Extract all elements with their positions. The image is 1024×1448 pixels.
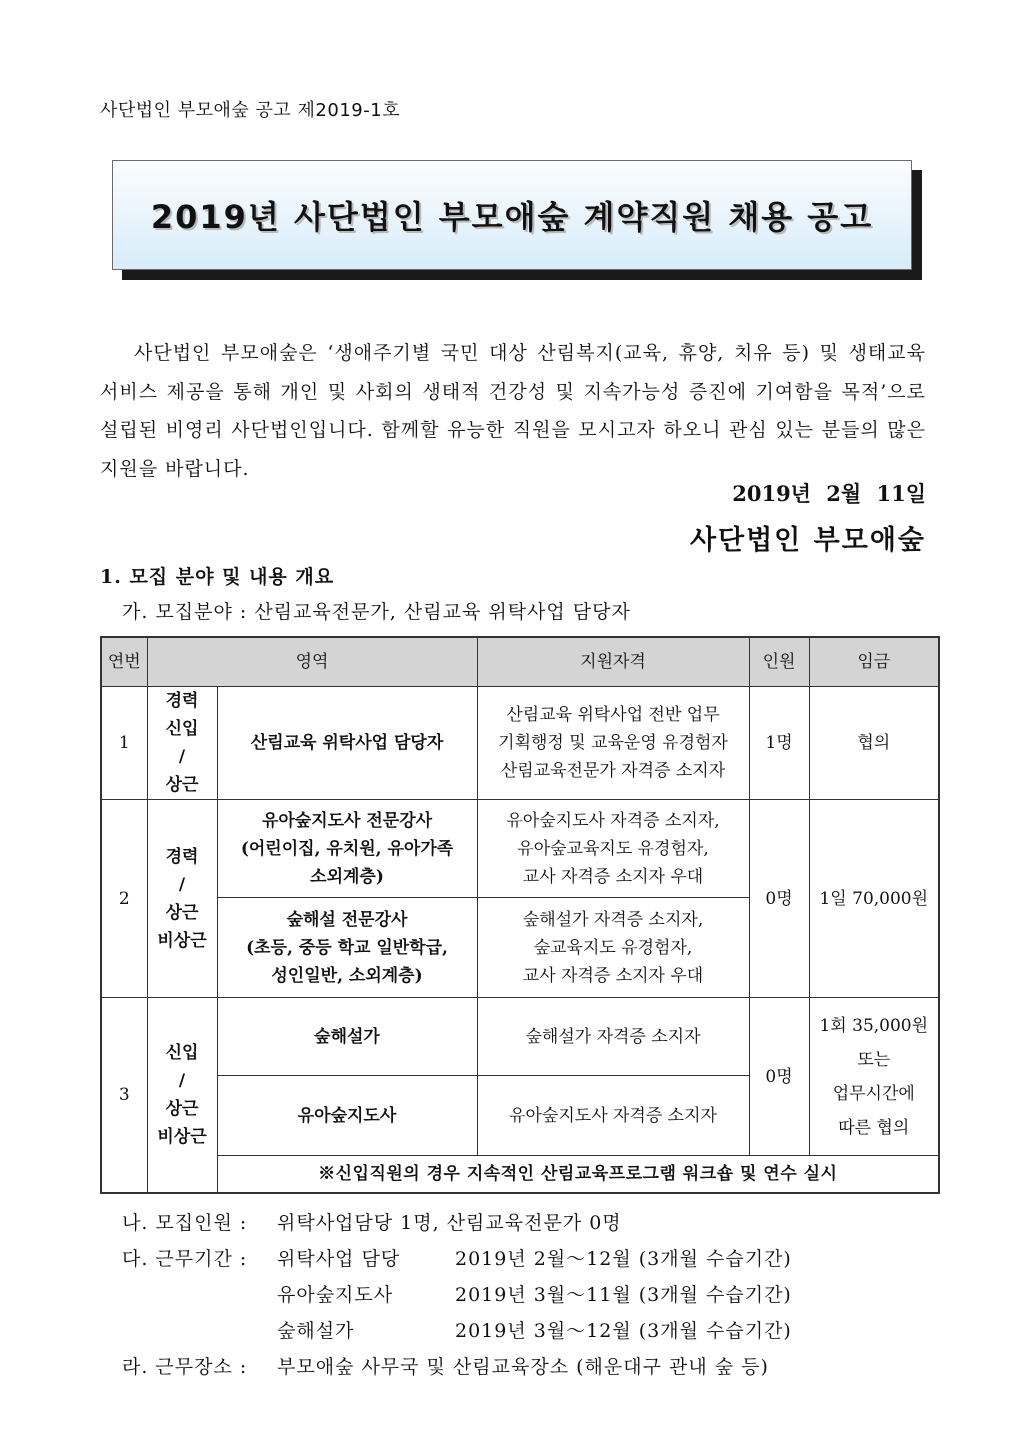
title-banner-box xyxy=(112,160,912,270)
notice-number: 사단법인 부모애숲 공고 제2019-1호 xyxy=(100,100,401,121)
header-qualification: 지원자격 xyxy=(477,637,749,687)
qualification-cell: 숲해설가 자격증 소지자, 숲교육지도 유경험자, 교사 자격증 소지자 우대 xyxy=(477,898,749,998)
section-1-title: 1. 모집 분야 및 내용 개요 xyxy=(100,566,335,588)
notice-date: 2019년 2월 11일 xyxy=(732,481,926,506)
row-number: 2 xyxy=(101,800,147,998)
work-period-role: 위탁사업 담당 xyxy=(277,1248,401,1270)
header-count: 인원 xyxy=(749,637,809,687)
recruit-count-value: 위탁사업담당 1명, 산림교육전문가 0명 xyxy=(277,1212,622,1234)
pay-cell: 협의 xyxy=(809,687,939,800)
recruit-count-label: 나. 모집인원 : xyxy=(122,1212,248,1234)
work-period-role: 유아숲지도사 xyxy=(277,1284,394,1306)
qualification-cell: 유아숲지도사 자격증 소지자 xyxy=(477,1076,749,1156)
organization-name: 사단법인 부모애숲 xyxy=(689,525,926,556)
qualification-cell: 산림교육 위탁사업 전반 업무 기획행정 및 교육운영 유경험자 산림교육전문가 자격증 소지자 xyxy=(477,687,749,800)
header-pay: 임금 xyxy=(809,637,939,687)
intro-paragraph: 사단법인 부모애숲은 ‘생애주기별 국민 대상 산림복지(교육, 휴양, 치유 등) 및 생태교육 서비스 제공을 통해 개인 및 사회의 생태적 건강성 및 지속가능성 증진에 기여함을 목적’으로 설립된 비영리 사단법인입니다. 함께할 유능한 직원을 모시고자 하오니 관심 있는 분들의 많은 지원을 바랍니다. xyxy=(100,342,926,480)
table-row xyxy=(101,1156,939,1194)
table-row xyxy=(101,687,939,800)
work-period-line xyxy=(122,1244,792,1271)
pay-cell: 1일 70,000원 xyxy=(809,800,939,998)
table-note: ※신입직원의 경우 지속적인 산림교육프로그램 워크숍 및 연수 실시 xyxy=(217,1156,939,1194)
work-period-range: 2019년 3월～12월 (3개월 수습기간) xyxy=(455,1320,792,1342)
work-place-value: 부모애숲 사무국 및 산림교육장소 (해운대구 관내 숲 등) xyxy=(277,1356,769,1378)
work-place-line xyxy=(122,1352,769,1379)
work-period-range: 2019년 3월～11월 (3개월 수습기간) xyxy=(455,1284,792,1306)
table-header-row xyxy=(101,637,939,687)
area-cell: 산림교육 위탁사업 담당자 xyxy=(217,687,477,800)
work-period-role: 숲해설가 xyxy=(277,1320,355,1342)
work-period-range: 2019년 2월～12월 (3개월 수습기간) xyxy=(455,1248,792,1270)
title-banner xyxy=(112,160,912,270)
recruit-table xyxy=(100,636,940,1194)
qualification-cell: 유아숲지도사 자격증 소지자, 유아숲교육지도 유경험자, 교사 자격증 소지자 우대 xyxy=(477,800,749,898)
row-number: 1 xyxy=(101,687,147,800)
row-number: 3 xyxy=(101,998,147,1194)
employment-type: 경력 / 상근 비상근 xyxy=(147,800,217,998)
page-title: 2019년 사단법인 부모애숲 계약직원 채용 공고 xyxy=(150,198,874,236)
area-cell: 숲해설가 xyxy=(217,998,477,1076)
header-area: 영역 xyxy=(147,637,477,687)
count-cell: 0명 xyxy=(749,998,809,1156)
count-cell: 1명 xyxy=(749,687,809,800)
recruit-count-line xyxy=(122,1208,622,1235)
area-cell: 유아숲지도사 전문강사 (어린이집, 유치원, 유아가족 소외계층) xyxy=(217,800,477,898)
pay-cell: 1회 35,000원 또는 업무시간에 따른 협의 xyxy=(809,998,939,1156)
table-row xyxy=(101,998,939,1076)
count-cell: 0명 xyxy=(749,800,809,998)
area-cell: 유아숲지도사 xyxy=(217,1076,477,1156)
qualification-cell: 숲해설가 자격증 소지자 xyxy=(477,998,749,1076)
area-cell: 숲해설 전문강사 (초등, 중등 학교 일반학급, 성인일반, 소외계층) xyxy=(217,898,477,998)
work-period-label: 다. 근무기간 : xyxy=(122,1248,248,1270)
employment-type: 신입 / 상근 비상근 xyxy=(147,998,217,1194)
table-row xyxy=(101,800,939,898)
employment-type: 경력 신입 / 상근 xyxy=(147,687,217,800)
header-no: 연번 xyxy=(101,637,147,687)
work-place-label: 라. 근무장소 : xyxy=(122,1356,248,1378)
recruit-field-line: 가. 모집분야 : 산림교육전문가, 산림교육 위탁사업 담당자 xyxy=(122,601,631,623)
